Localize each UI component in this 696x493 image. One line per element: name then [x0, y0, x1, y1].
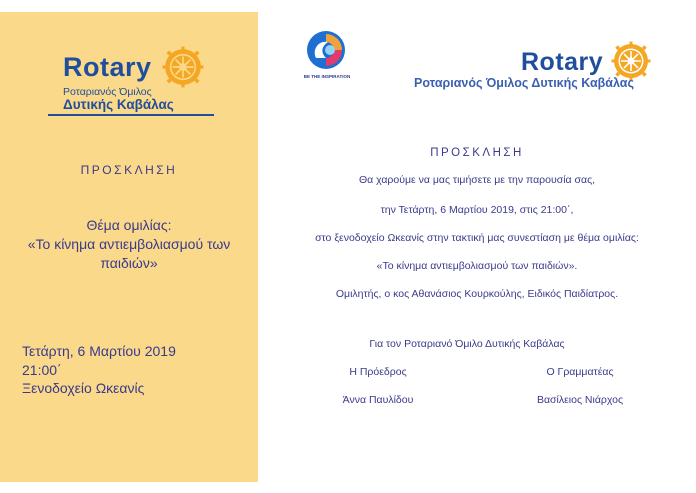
invitation-title-left: ΠΡΟΣΚΛΗΣΗ [80, 163, 178, 177]
rotary-logo-left [63, 42, 223, 118]
invitation-line: Θα χαρούμε να μας τιμήσετε με την παρουσία σας, [358, 174, 596, 186]
logo-underline [48, 114, 214, 116]
event-venue: Ξενοδοχείο Ωκεανίς [22, 380, 145, 396]
topic-label: Θέμα ομιλίας: [86, 217, 172, 233]
event-details [22, 342, 176, 398]
event-time: 21:00΄ [22, 361, 62, 378]
topic-text-line2: παιδιών» [100, 255, 158, 271]
invitation-title-right: ΠΡΟΣΚΛΗΣΗ [430, 147, 524, 159]
inspiration-tagline: BE THE INSPIRATION [303, 74, 351, 79]
topic-text-line1: «Το κίνημα αντιεμβολιασμού των [27, 236, 231, 252]
club-name-line1: Ροταριανός Όμιλος [63, 86, 152, 98]
inspiration-swirl-icon [306, 30, 346, 70]
invitation-line: στο ξενοδοχείο Ωκεανίς στην τακτική μας συνεστίαση με θέμα ομιλίας: [315, 232, 639, 244]
rotary-wheel-icon [611, 41, 651, 81]
be-the-inspiration-logo [300, 30, 354, 86]
rotary-logo-right [414, 38, 654, 94]
rotary-wordmark: Rotary [521, 48, 604, 76]
invitation-line: Ομιλητής, ο κος Αθανάσιος Κουρκούλης, Ειδικός Παιδίατρος. [335, 288, 619, 300]
club-name: Ροταριανός Όμιλος Δυτικής Καβάλας [414, 76, 634, 90]
invitation-line: την Τετάρτη, 6 Μαρτίου 2019, στις 21:00΄, [380, 204, 574, 216]
president-name: Άννα Παυλίδου [342, 394, 414, 406]
closing-line: Για τον Ροταριανό Όμιλο Δυτικής Καβάλας [369, 338, 565, 350]
invitation-line: «Το κίνημα αντιεμβολιασμού των παιδιών». [376, 260, 578, 272]
secretary-role: Ο Γραμματέας [546, 366, 614, 378]
event-date: Τετάρτη, 6 Μαρτίου 2019 [22, 343, 176, 359]
topic-block [20, 216, 238, 273]
secretary-name: Βασίλειος Νιάρχος [536, 394, 624, 406]
rotary-wheel-icon [162, 46, 204, 88]
left-panel [0, 12, 258, 482]
president-role: Η Πρόεδρος [349, 366, 407, 378]
club-name-line2: Δυτικής Καβάλας [63, 97, 174, 112]
rotary-wordmark: Rotary [63, 52, 152, 82]
